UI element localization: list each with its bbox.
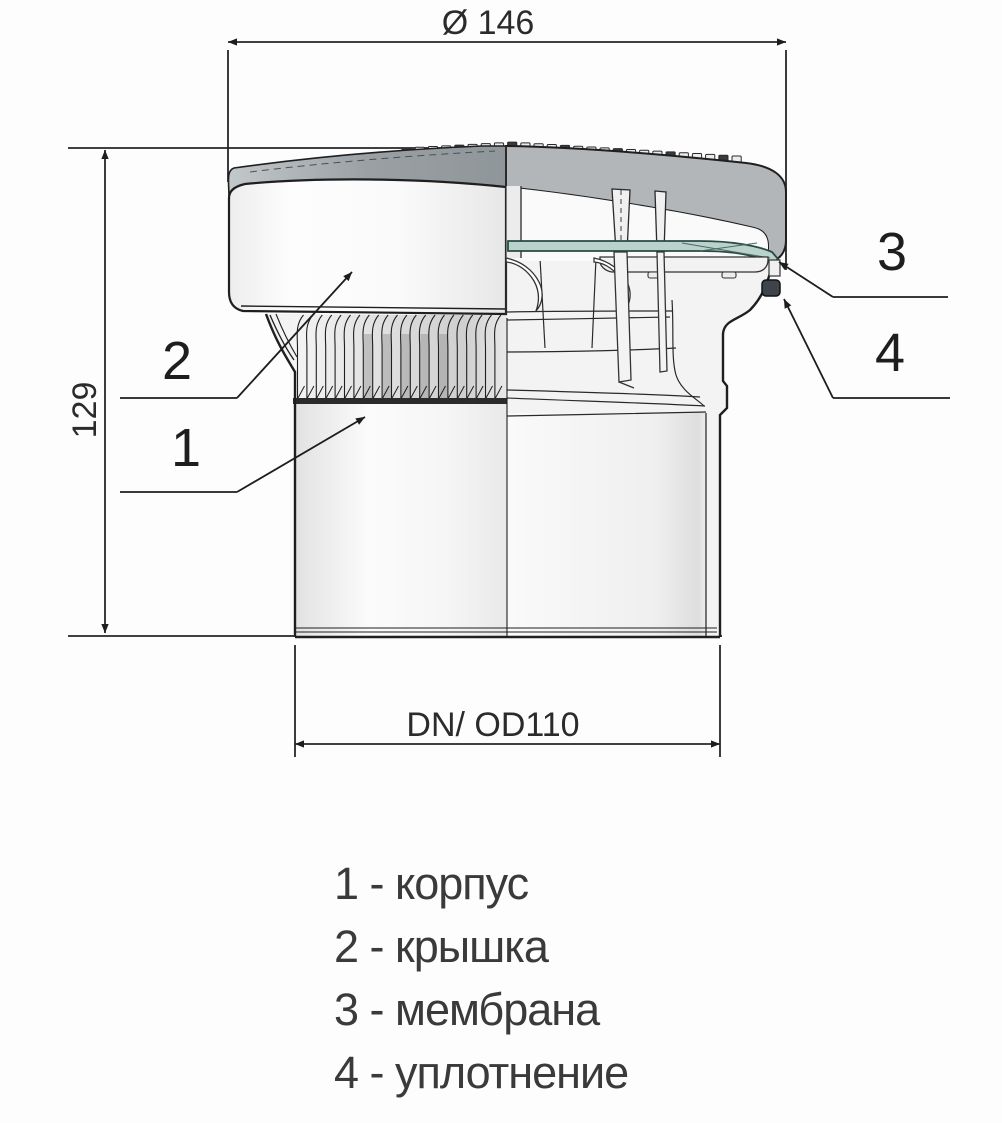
legend-item-seal: 4 - уплотнение (334, 1047, 629, 1098)
seat-tab (722, 272, 736, 278)
callout-leader-3 (779, 262, 948, 297)
pipe-shading-left (295, 402, 507, 637)
cover-face (229, 179, 506, 314)
callout-number-membrane: 3 (876, 222, 908, 282)
callout-number-cover: 2 (161, 331, 193, 391)
callout-number-seal: 4 (874, 323, 906, 383)
legend-item-cover: 2 - крышка (334, 921, 548, 972)
top-diameter-label: Ø 146 (441, 4, 535, 42)
height-label: 129 (66, 381, 104, 439)
pipe-shading-right (507, 412, 706, 637)
legend-item-body: 1 - корпус (334, 858, 529, 909)
parts-legend (334, 852, 628, 1104)
fins-bottom-band (293, 398, 507, 404)
callout-leader-4 (784, 299, 950, 398)
legend-item-membrane: 3 - мембрана (334, 984, 600, 1035)
outlet-label: DN/ OD110 (406, 706, 580, 744)
callout-number-body: 1 (170, 418, 202, 478)
seal-ring (762, 280, 780, 296)
seat-edge-block (769, 260, 780, 276)
